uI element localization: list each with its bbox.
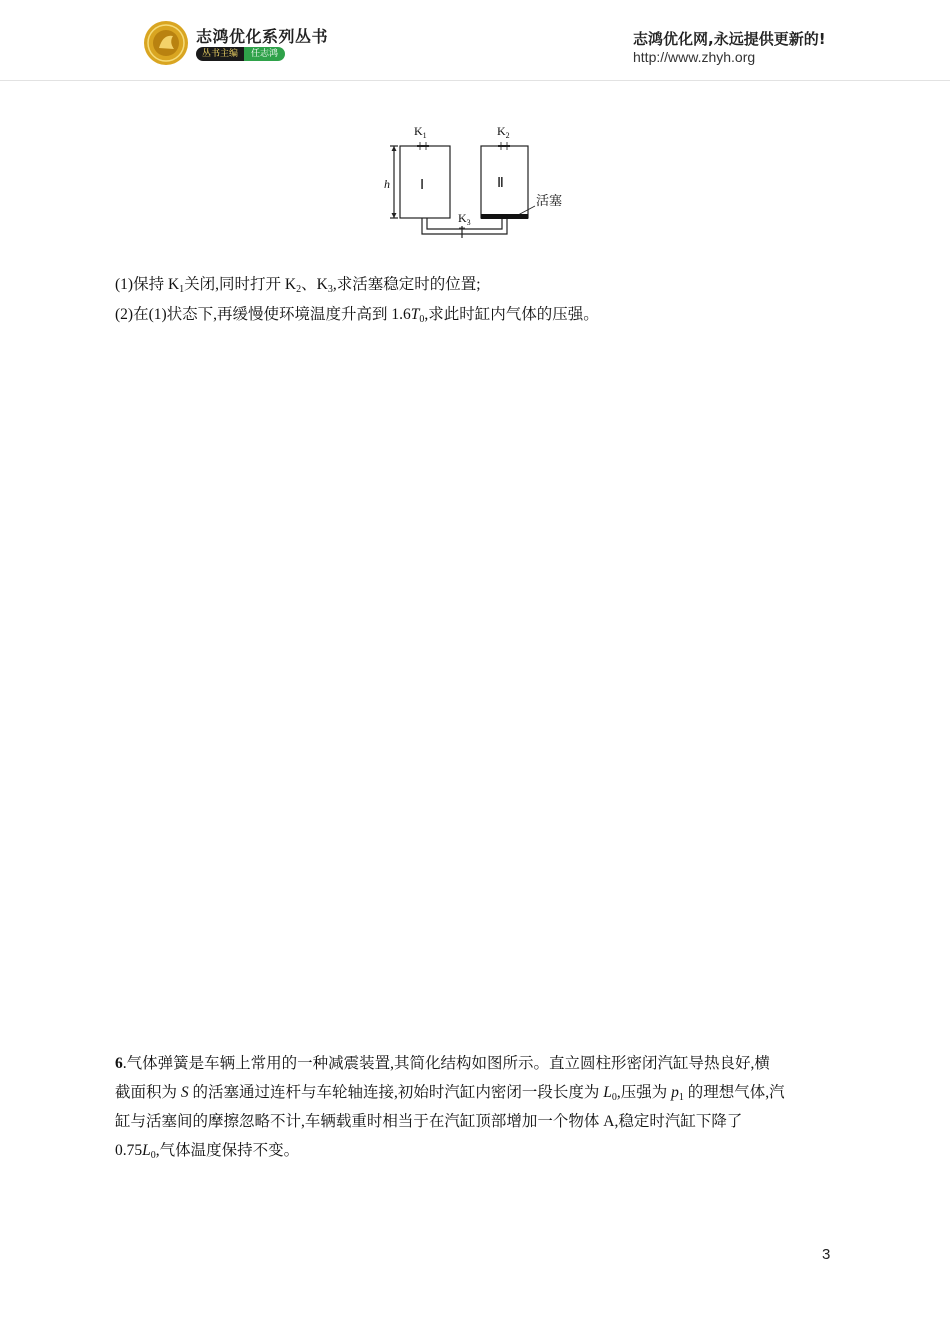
valve-k3-label: K <box>458 211 467 225</box>
svg-text:K1: $K_1$ <box>414 124 427 140</box>
svg-text:K2: $K_2$ <box>497 124 510 140</box>
sub-question-1: (1)保持 $K_1$关闭,同时打开 $K_2$、$K_3$,求活塞稳定时的位置; <box>115 276 481 295</box>
piston <box>481 214 528 219</box>
brand-editor-name: 任志鸿 <box>244 47 285 61</box>
valve-k1-label: K <box>414 124 423 138</box>
sub-question-2: (2)在(1)状态下,再缓慢使环境温度升高到 $1.6T_0$,求此时缸内气体的压强。 <box>115 306 599 325</box>
height-label: h <box>384 177 390 191</box>
brand-editor-label: 丛书主编 <box>196 47 244 61</box>
brand-title: 志鸿优化系列丛书 <box>196 27 329 46</box>
header-divider <box>0 80 950 81</box>
site-slogan: 志鸿优化网,永远提供更新的! <box>633 30 826 48</box>
svg-text:K3: $K_3$ <box>458 211 471 227</box>
cylinder-2-body <box>481 146 528 218</box>
site-url[interactable]: http://www.zhyh.org <box>633 49 756 65</box>
problem-number: 6 <box>115 1055 123 1072</box>
page-number: 3 <box>822 1246 831 1263</box>
piston-leader <box>518 206 535 215</box>
cylinder-1-body <box>400 146 450 218</box>
valve-k2-label: K <box>497 124 506 138</box>
problem-6 <box>115 1049 837 1165</box>
problem-6-line-1: 6.气体弹簧是车辆上常用的一种减震装置,其简化结构如图所示。直立圆柱形密闭汽缸导热良好,横 <box>115 1055 770 1072</box>
cylinder-1-label: Ⅰ <box>420 178 425 193</box>
brand-editor-badge <box>196 47 285 61</box>
cylinder-diagram <box>370 118 580 246</box>
cylinder-2-label: Ⅱ <box>497 176 504 191</box>
problem-6-line-3: 缸与活塞间的摩擦忽略不计,车辆载重时相当于在汽缸顶部增加一个物体 A,稳定时汽缸下降了 <box>115 1113 743 1130</box>
problem-6-line-2: 截面积为 S 的活塞通过连杆与车轮轴连接,初始时汽缸内密闭一段长度为 $L_0$,压强为 $p_1$ 的理想气体,汽 <box>115 1084 785 1103</box>
publisher-logo <box>143 20 189 66</box>
piston-label: 活塞 <box>536 194 563 209</box>
problem-6-line-4: $0.75L_0$,气体温度保持不变。 <box>115 1142 300 1161</box>
